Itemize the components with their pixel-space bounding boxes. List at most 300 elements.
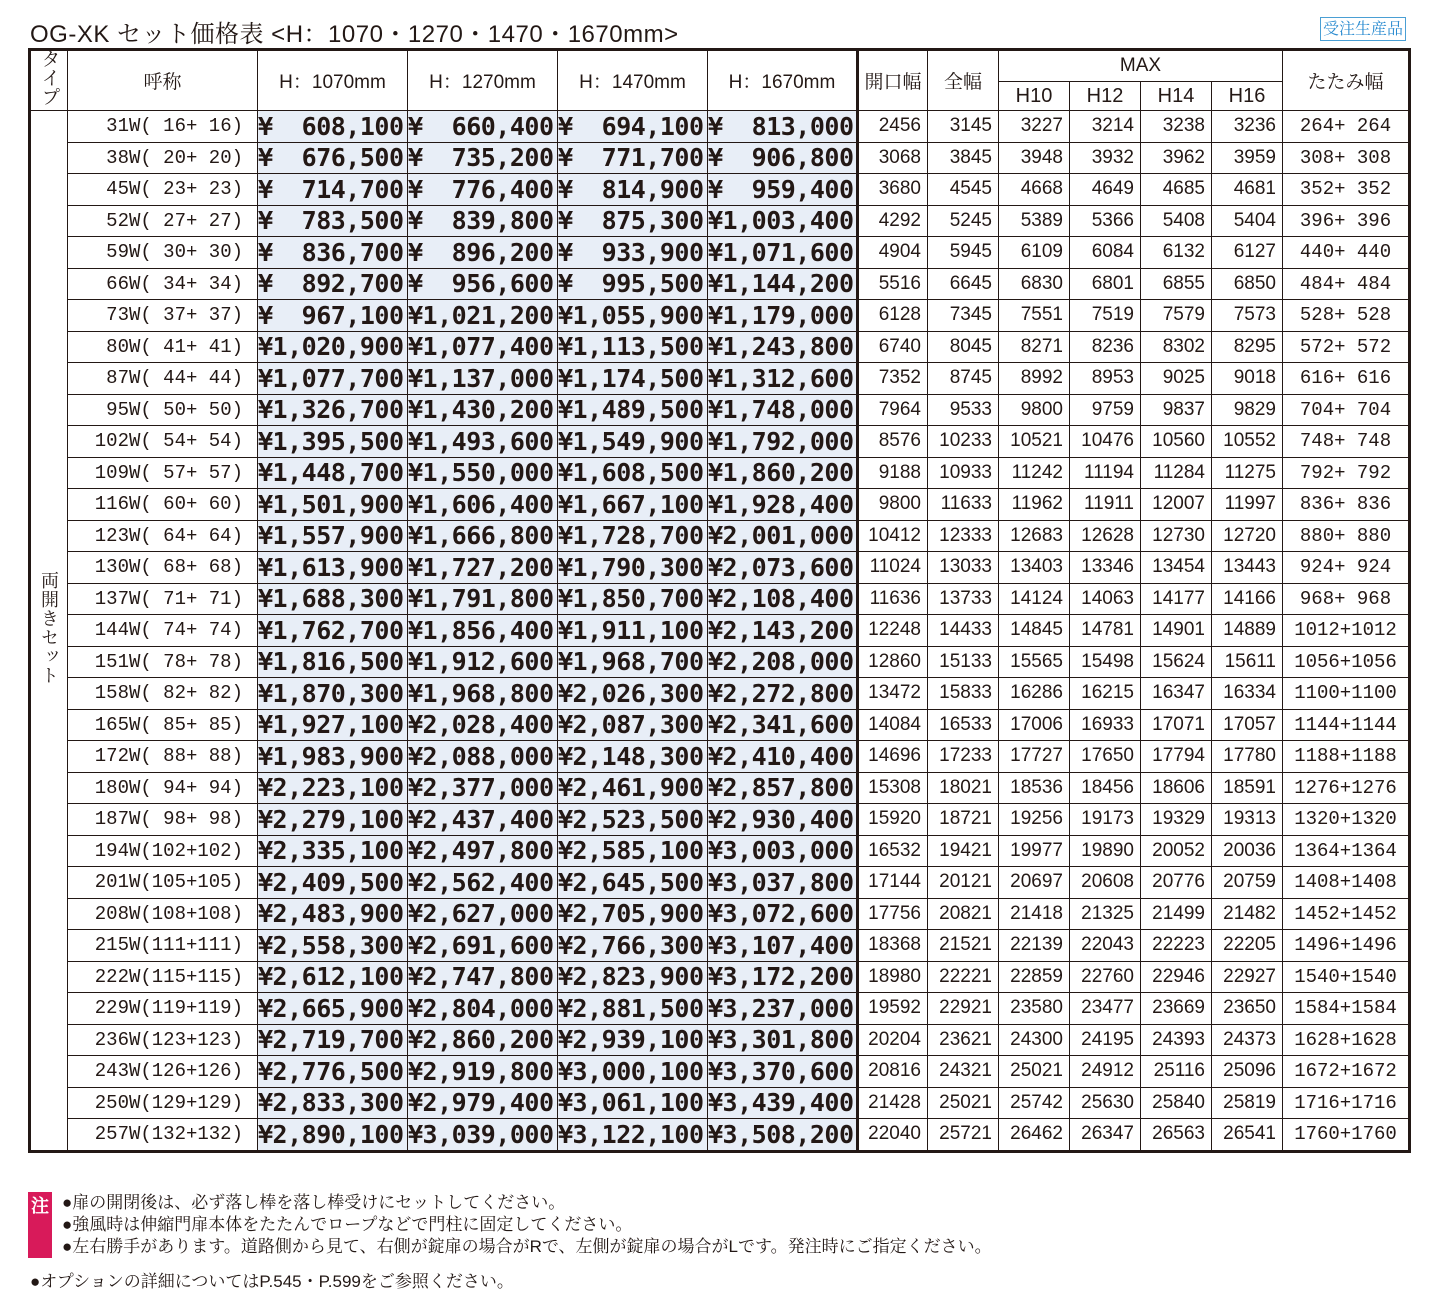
price-h1670: ¥3,439,400 — [708, 1087, 858, 1119]
row-name: 243W(126+126) — [68, 1056, 258, 1088]
max-h12: 3932 — [1070, 142, 1141, 174]
price-h1670: ¥2,930,400 — [708, 804, 858, 836]
full-width: 19421 — [928, 835, 999, 867]
full-width: 21521 — [928, 930, 999, 962]
folded-width: 1100+1100 — [1283, 678, 1410, 710]
row-name: 73W( 37+ 37) — [68, 300, 258, 332]
price-h1470: ¥1,489,500 — [558, 394, 708, 426]
full-width: 9533 — [928, 394, 999, 426]
price-h1070: ¥ 676,500 — [258, 142, 408, 174]
price-h1270: ¥2,497,800 — [408, 835, 558, 867]
price-h1070: ¥1,688,300 — [258, 583, 408, 615]
price-h1270: ¥2,804,000 — [408, 993, 558, 1025]
table-row — [30, 709, 1410, 741]
full-width: 15133 — [928, 646, 999, 678]
row-name: 66W( 34+ 34) — [68, 268, 258, 300]
max-h10: 16286 — [999, 678, 1070, 710]
price-h1470: ¥2,026,300 — [558, 678, 708, 710]
full-width: 18721 — [928, 804, 999, 836]
price-h1270: ¥1,606,400 — [408, 489, 558, 521]
price-h1270: ¥2,979,400 — [408, 1087, 558, 1119]
max-h12: 14063 — [1070, 583, 1141, 615]
full-width: 13733 — [928, 583, 999, 615]
price-h1070: ¥ 714,700 — [258, 174, 408, 206]
max-h10: 3227 — [999, 111, 1070, 143]
max-h12: 11194 — [1070, 457, 1141, 489]
folded-width: 704+ 704 — [1283, 394, 1410, 426]
header-h14: H14 — [1141, 82, 1212, 111]
folded-width: 880+ 880 — [1283, 520, 1410, 552]
max-h12: 3214 — [1070, 111, 1141, 143]
note-lines — [62, 1192, 992, 1258]
opening-width: 4292 — [858, 205, 928, 237]
price-h1270: ¥1,856,400 — [408, 615, 558, 647]
price-h1270: ¥1,137,000 — [408, 363, 558, 395]
table-row — [30, 867, 1410, 899]
opening-width: 8576 — [858, 426, 928, 458]
max-h12: 16933 — [1070, 709, 1141, 741]
max-h12: 15498 — [1070, 646, 1141, 678]
folded-width: 264+ 264 — [1283, 111, 1410, 143]
price-h1470: ¥1,911,100 — [558, 615, 708, 647]
header-h12: H12 — [1070, 82, 1141, 111]
price-h1270: ¥ 896,200 — [408, 237, 558, 269]
folded-width: 1452+1452 — [1283, 898, 1410, 930]
price-h1670: ¥ 813,000 — [708, 111, 858, 143]
table-row — [30, 961, 1410, 993]
row-name: 187W( 98+ 98) — [68, 804, 258, 836]
max-h14: 8302 — [1141, 331, 1212, 363]
header-h16: H16 — [1212, 82, 1283, 111]
row-name: 144W( 74+ 74) — [68, 615, 258, 647]
price-h1070: ¥1,870,300 — [258, 678, 408, 710]
max-h12: 24195 — [1070, 1024, 1141, 1056]
table-row — [30, 804, 1410, 836]
max-h10: 19977 — [999, 835, 1070, 867]
table-row — [30, 457, 1410, 489]
price-h1670: ¥1,792,000 — [708, 426, 858, 458]
folded-width: 396+ 396 — [1283, 205, 1410, 237]
row-name: 95W( 50+ 50) — [68, 394, 258, 426]
max-h10: 11962 — [999, 489, 1070, 521]
price-h1670: ¥2,143,200 — [708, 615, 858, 647]
price-h1270: ¥1,493,600 — [408, 426, 558, 458]
max-h16: 18591 — [1212, 772, 1283, 804]
table-row — [30, 394, 1410, 426]
folded-width: 1144+1144 — [1283, 709, 1410, 741]
table-row — [30, 898, 1410, 930]
max-h14: 25840 — [1141, 1087, 1212, 1119]
table-row — [30, 1024, 1410, 1056]
full-width: 25021 — [928, 1087, 999, 1119]
price-h1670: ¥3,003,000 — [708, 835, 858, 867]
price-h1470: ¥1,667,100 — [558, 489, 708, 521]
max-h16: 11997 — [1212, 489, 1283, 521]
header-h1470: H：1470mm — [558, 50, 708, 111]
max-h14: 24393 — [1141, 1024, 1212, 1056]
price-h1070: ¥1,816,500 — [258, 646, 408, 678]
folded-width: 1716+1716 — [1283, 1087, 1410, 1119]
price-h1070: ¥1,448,700 — [258, 457, 408, 489]
row-name: 229W(119+119) — [68, 993, 258, 1025]
max-h12: 16215 — [1070, 678, 1141, 710]
price-h1470: ¥2,881,500 — [558, 993, 708, 1025]
header-opening: 開口幅 — [858, 50, 928, 111]
opening-width: 9188 — [858, 457, 928, 489]
price-h1470: ¥2,823,900 — [558, 961, 708, 993]
row-name: 87W( 44+ 44) — [68, 363, 258, 395]
max-h14: 18606 — [1141, 772, 1212, 804]
max-h12: 25630 — [1070, 1087, 1141, 1119]
max-h14: 16347 — [1141, 678, 1212, 710]
price-h1670: ¥1,243,800 — [708, 331, 858, 363]
max-h10: 26462 — [999, 1119, 1070, 1152]
folded-width: 352+ 352 — [1283, 174, 1410, 206]
folded-width: 1540+1540 — [1283, 961, 1410, 993]
price-h1270: ¥2,691,600 — [408, 930, 558, 962]
max-h16: 8295 — [1212, 331, 1283, 363]
row-name: 236W(123+123) — [68, 1024, 258, 1056]
max-h12: 8236 — [1070, 331, 1141, 363]
price-h1670: ¥1,071,600 — [708, 237, 858, 269]
max-h16: 6127 — [1212, 237, 1283, 269]
max-h16: 3959 — [1212, 142, 1283, 174]
row-name: 52W( 27+ 27) — [68, 205, 258, 237]
max-h10: 6830 — [999, 268, 1070, 300]
max-h14: 26563 — [1141, 1119, 1212, 1152]
price-h1670: ¥2,208,000 — [708, 646, 858, 678]
folded-width: 484+ 484 — [1283, 268, 1410, 300]
max-h10: 3948 — [999, 142, 1070, 174]
full-width: 24321 — [928, 1056, 999, 1088]
opening-width: 11636 — [858, 583, 928, 615]
opening-width: 15308 — [858, 772, 928, 804]
max-h10: 15565 — [999, 646, 1070, 678]
price-h1670: ¥3,172,200 — [708, 961, 858, 993]
max-h16: 22927 — [1212, 961, 1283, 993]
row-name: 250W(129+129) — [68, 1087, 258, 1119]
price-h1470: ¥2,523,500 — [558, 804, 708, 836]
price-h1470: ¥1,728,700 — [558, 520, 708, 552]
price-h1270: ¥1,021,200 — [408, 300, 558, 332]
max-h16: 9018 — [1212, 363, 1283, 395]
max-h16: 25096 — [1212, 1056, 1283, 1088]
price-h1470: ¥1,113,500 — [558, 331, 708, 363]
price-h1670: ¥3,301,800 — [708, 1024, 858, 1056]
opening-width: 7964 — [858, 394, 928, 426]
table-row — [30, 1119, 1410, 1152]
max-h16: 20036 — [1212, 835, 1283, 867]
folded-width: 968+ 968 — [1283, 583, 1410, 615]
max-h12: 24912 — [1070, 1056, 1141, 1088]
made-to-order-badge: 受注生産品 — [1320, 17, 1406, 41]
max-h14: 6132 — [1141, 237, 1212, 269]
max-h16: 10552 — [1212, 426, 1283, 458]
max-h14: 14901 — [1141, 615, 1212, 647]
price-h1670: ¥3,107,400 — [708, 930, 858, 962]
header-h1670: H：1670mm — [708, 50, 858, 111]
full-width: 12333 — [928, 520, 999, 552]
table-row — [30, 552, 1410, 584]
price-h1070: ¥ 836,700 — [258, 237, 408, 269]
max-h14: 21499 — [1141, 898, 1212, 930]
max-h14: 13454 — [1141, 552, 1212, 584]
price-h1070: ¥2,279,100 — [258, 804, 408, 836]
price-h1070: ¥2,335,100 — [258, 835, 408, 867]
price-h1070: ¥1,762,700 — [258, 615, 408, 647]
max-h12: 11911 — [1070, 489, 1141, 521]
max-h14: 17071 — [1141, 709, 1212, 741]
opening-width: 11024 — [858, 552, 928, 584]
price-h1070: ¥1,613,900 — [258, 552, 408, 584]
max-h12: 8953 — [1070, 363, 1141, 395]
max-h12: 7519 — [1070, 300, 1141, 332]
max-h14: 5408 — [1141, 205, 1212, 237]
max-h16: 20759 — [1212, 867, 1283, 899]
price-h1270: ¥1,666,800 — [408, 520, 558, 552]
price-h1270: ¥ 735,200 — [408, 142, 558, 174]
max-h12: 4649 — [1070, 174, 1141, 206]
max-h10: 10521 — [999, 426, 1070, 458]
full-width: 13033 — [928, 552, 999, 584]
max-h12: 23477 — [1070, 993, 1141, 1025]
max-h12: 13346 — [1070, 552, 1141, 584]
price-h1270: ¥2,919,800 — [408, 1056, 558, 1088]
max-h12: 22043 — [1070, 930, 1141, 962]
max-h16: 16334 — [1212, 678, 1283, 710]
price-h1070: ¥2,665,900 — [258, 993, 408, 1025]
folded-width: 924+ 924 — [1283, 552, 1410, 584]
table-row — [30, 678, 1410, 710]
max-h10: 24300 — [999, 1024, 1070, 1056]
max-h10: 22139 — [999, 930, 1070, 962]
max-h10: 17006 — [999, 709, 1070, 741]
table-row — [30, 520, 1410, 552]
opening-width: 12860 — [858, 646, 928, 678]
row-name: 222W(115+115) — [68, 961, 258, 993]
max-h14: 25116 — [1141, 1056, 1212, 1088]
full-width: 11633 — [928, 489, 999, 521]
max-h14: 22946 — [1141, 961, 1212, 993]
table-row — [30, 930, 1410, 962]
note-tag: 注 — [28, 1192, 52, 1258]
price-h1270: ¥2,437,400 — [408, 804, 558, 836]
table-row — [30, 331, 1410, 363]
price-h1470: ¥1,549,900 — [558, 426, 708, 458]
header-name: 呼称 — [68, 50, 258, 111]
price-h1670: ¥1,748,000 — [708, 394, 858, 426]
price-h1670: ¥ 959,400 — [708, 174, 858, 206]
opening-width: 17756 — [858, 898, 928, 930]
full-width: 25721 — [928, 1119, 999, 1152]
row-name: 172W( 88+ 88) — [68, 741, 258, 773]
folded-width: 1760+1760 — [1283, 1119, 1410, 1152]
folded-width: 1188+1188 — [1283, 741, 1410, 773]
full-width: 7345 — [928, 300, 999, 332]
max-h14: 10560 — [1141, 426, 1212, 458]
max-h10: 22859 — [999, 961, 1070, 993]
max-h12: 12628 — [1070, 520, 1141, 552]
table-row — [30, 205, 1410, 237]
opening-width: 15920 — [858, 804, 928, 836]
folded-width: 1276+1276 — [1283, 772, 1410, 804]
price-h1670: ¥2,001,000 — [708, 520, 858, 552]
price-h1470: ¥1,968,700 — [558, 646, 708, 678]
price-h1670: ¥2,108,400 — [708, 583, 858, 615]
price-h1470: ¥3,000,100 — [558, 1056, 708, 1088]
price-h1470: ¥1,174,500 — [558, 363, 708, 395]
price-h1070: ¥ 783,500 — [258, 205, 408, 237]
price-h1070: ¥ 892,700 — [258, 268, 408, 300]
row-name: 59W( 30+ 30) — [68, 237, 258, 269]
price-h1070: ¥2,483,900 — [258, 898, 408, 930]
price-h1070: ¥2,890,100 — [258, 1119, 408, 1152]
price-h1670: ¥2,272,800 — [708, 678, 858, 710]
max-h14: 23669 — [1141, 993, 1212, 1025]
row-name: 38W( 20+ 20) — [68, 142, 258, 174]
price-h1470: ¥2,705,900 — [558, 898, 708, 930]
max-h12: 17650 — [1070, 741, 1141, 773]
max-h16: 17780 — [1212, 741, 1283, 773]
max-h14: 7579 — [1141, 300, 1212, 332]
max-h14: 9837 — [1141, 394, 1212, 426]
price-h1470: ¥1,790,300 — [558, 552, 708, 584]
row-name: 137W( 71+ 71) — [68, 583, 258, 615]
price-h1470: ¥1,055,900 — [558, 300, 708, 332]
max-h12: 14781 — [1070, 615, 1141, 647]
price-h1270: ¥ 660,400 — [408, 111, 558, 143]
max-h14: 15624 — [1141, 646, 1212, 678]
table-row — [30, 489, 1410, 521]
row-name: 130W( 68+ 68) — [68, 552, 258, 584]
max-h16: 23650 — [1212, 993, 1283, 1025]
price-h1470: ¥ 875,300 — [558, 205, 708, 237]
folded-width: 1320+1320 — [1283, 804, 1410, 836]
max-h12: 20608 — [1070, 867, 1141, 899]
max-h10: 19256 — [999, 804, 1070, 836]
row-name: 80W( 41+ 41) — [68, 331, 258, 363]
max-h12: 6801 — [1070, 268, 1141, 300]
table-row — [30, 772, 1410, 804]
full-width: 15833 — [928, 678, 999, 710]
price-h1470: ¥3,061,100 — [558, 1087, 708, 1119]
opening-width: 22040 — [858, 1119, 928, 1152]
full-width: 18021 — [928, 772, 999, 804]
max-h14: 20052 — [1141, 835, 1212, 867]
max-h16: 19313 — [1212, 804, 1283, 836]
type-label: 両開きセット — [39, 570, 59, 685]
max-h14: 9025 — [1141, 363, 1212, 395]
type-cell — [30, 111, 68, 1152]
full-width: 20121 — [928, 867, 999, 899]
table-row — [30, 615, 1410, 647]
folded-width: 1012+1012 — [1283, 615, 1410, 647]
price-h1270: ¥2,088,000 — [408, 741, 558, 773]
price-h1270: ¥ 839,800 — [408, 205, 558, 237]
opening-width: 7352 — [858, 363, 928, 395]
footnote: ●オプションの詳細についてはP.545・P.599をご参照ください。 — [30, 1272, 514, 1291]
price-h1070: ¥1,020,900 — [258, 331, 408, 363]
price-h1070: ¥1,395,500 — [258, 426, 408, 458]
max-h14: 19329 — [1141, 804, 1212, 836]
table-row — [30, 300, 1410, 332]
max-h14: 14177 — [1141, 583, 1212, 615]
price-h1470: ¥ 933,900 — [558, 237, 708, 269]
price-h1270: ¥1,430,200 — [408, 394, 558, 426]
folded-width: 616+ 616 — [1283, 363, 1410, 395]
full-width: 17233 — [928, 741, 999, 773]
header-type: タイプ — [30, 50, 68, 111]
full-width: 22921 — [928, 993, 999, 1025]
max-h14: 22223 — [1141, 930, 1212, 962]
price-h1470: ¥2,585,100 — [558, 835, 708, 867]
max-h10: 6109 — [999, 237, 1070, 269]
row-name: 158W( 82+ 82) — [68, 678, 258, 710]
full-width: 3845 — [928, 142, 999, 174]
folded-width: 1056+1056 — [1283, 646, 1410, 678]
folded-width: 1496+1496 — [1283, 930, 1410, 962]
price-h1270: ¥3,039,000 — [408, 1119, 558, 1152]
price-h1270: ¥ 776,400 — [408, 174, 558, 206]
row-name: 215W(111+111) — [68, 930, 258, 962]
table-row — [30, 1056, 1410, 1088]
full-width: 22221 — [928, 961, 999, 993]
opening-width: 21428 — [858, 1087, 928, 1119]
max-h10: 18536 — [999, 772, 1070, 804]
opening-width: 20816 — [858, 1056, 928, 1088]
opening-width: 14084 — [858, 709, 928, 741]
max-h16: 6850 — [1212, 268, 1283, 300]
max-h12: 18456 — [1070, 772, 1141, 804]
row-name: 45W( 23+ 23) — [68, 174, 258, 206]
table-row — [30, 426, 1410, 458]
row-name: 123W( 64+ 64) — [68, 520, 258, 552]
opening-width: 6740 — [858, 331, 928, 363]
price-h1670: ¥ 906,800 — [708, 142, 858, 174]
folded-width: 1628+1628 — [1283, 1024, 1410, 1056]
folded-width: 1408+1408 — [1283, 867, 1410, 899]
row-name: 165W( 85+ 85) — [68, 709, 258, 741]
full-width: 16533 — [928, 709, 999, 741]
row-name: 194W(102+102) — [68, 835, 258, 867]
row-name: 257W(132+132) — [68, 1119, 258, 1152]
max-h16: 3236 — [1212, 111, 1283, 143]
table-row — [30, 237, 1410, 269]
opening-width: 9800 — [858, 489, 928, 521]
max-h10: 11242 — [999, 457, 1070, 489]
full-width: 5245 — [928, 205, 999, 237]
price-h1470: ¥2,087,300 — [558, 709, 708, 741]
price-h1270: ¥2,377,000 — [408, 772, 558, 804]
row-name: 151W( 78+ 78) — [68, 646, 258, 678]
price-h1070: ¥1,501,900 — [258, 489, 408, 521]
max-h16: 12720 — [1212, 520, 1283, 552]
price-h1470: ¥ 814,900 — [558, 174, 708, 206]
price-h1470: ¥2,461,900 — [558, 772, 708, 804]
max-h12: 9759 — [1070, 394, 1141, 426]
full-width: 5945 — [928, 237, 999, 269]
max-h12: 26347 — [1070, 1119, 1141, 1152]
full-width: 8745 — [928, 363, 999, 395]
max-h10: 20697 — [999, 867, 1070, 899]
price-h1270: ¥2,028,400 — [408, 709, 558, 741]
price-h1670: ¥2,410,400 — [708, 741, 858, 773]
max-h10: 4668 — [999, 174, 1070, 206]
price-h1670: ¥1,928,400 — [708, 489, 858, 521]
opening-width: 20204 — [858, 1024, 928, 1056]
max-h16: 25819 — [1212, 1087, 1283, 1119]
max-h14: 11284 — [1141, 457, 1212, 489]
